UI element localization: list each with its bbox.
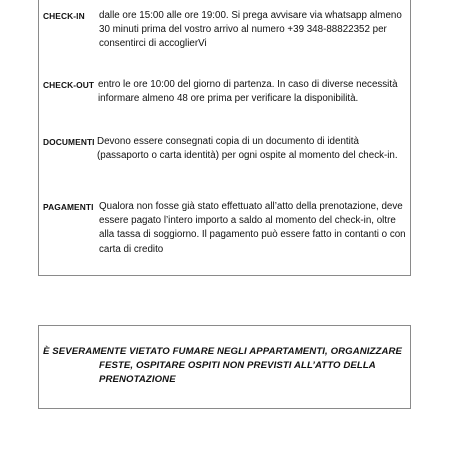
prohibitions-notice bbox=[43, 345, 405, 387]
house-rules-box bbox=[38, 0, 411, 276]
notice-line: È SEVERAMENTE VIETATO FUMARE NEGLI APPARTAMENTI, ORGANIZZARE bbox=[43, 346, 403, 357]
documenti-text: Devono essere consegnati copia di un documento di identità (passaporto o carta identità) per ogni ospite al momento del check-in. bbox=[97, 136, 398, 162]
checkout-text: entro le ore 10:00 del giorno di partenza. In caso di diverse necessità informare almeno 48 ore prima per verificare la disponibilità. bbox=[98, 79, 398, 105]
pagamenti-label: PAGAMENTI bbox=[43, 202, 94, 212]
documenti-label: DOCUMENTI bbox=[43, 137, 95, 147]
checkin-text: dalle ore 15:00 alle ore 19:00. Si prega avvisare via whatsapp almeno 30 minuti prima del vostro arrivo al numero +39 348-88822352 per consentirci di accoglierVi bbox=[99, 10, 402, 50]
pagamenti-text: Qualora non fosse già stato effettuato all’atto della prenotazione, deve essere pagato l’intero importo a saldo al momento del check-in, oltre alla tassa di soggiorno. Il pagamento può essere fatto in contanti o con carta di credito bbox=[99, 201, 406, 255]
checkin-label: CHECK-IN bbox=[43, 11, 85, 21]
checkout-label: CHECK-OUT bbox=[43, 80, 95, 90]
notice-line: FESTE, OSPITARE OSPITI NON PREVISTI ALL’ATTO DELLA bbox=[99, 360, 376, 371]
prohibitions-notice-box bbox=[38, 325, 411, 409]
notice-line: PRENOTAZIONE bbox=[99, 374, 176, 385]
